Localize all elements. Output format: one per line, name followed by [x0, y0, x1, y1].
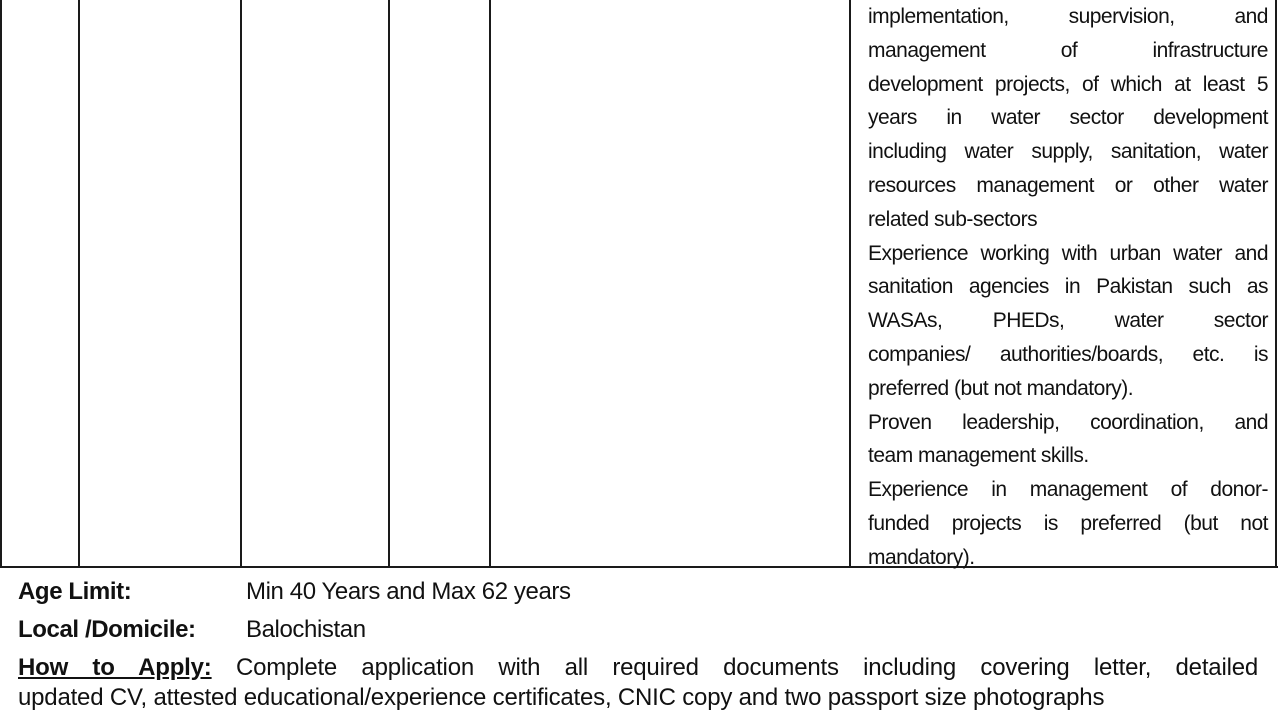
table-column-divider — [489, 0, 491, 566]
requirement-line: Experience working with urban water and — [868, 241, 1268, 265]
age-limit-label: Age Limit: — [18, 578, 132, 605]
how-to-apply-label: How to Apply: — [18, 654, 212, 681]
table-column-divider — [849, 0, 851, 566]
how-to-apply-row-continued — [18, 683, 1258, 713]
domicile-row — [18, 615, 366, 645]
requirement-line: including water supply, sanitation, water — [868, 140, 1268, 164]
requirements-cell — [868, 0, 1268, 575]
table-column-divider — [78, 0, 80, 566]
requirement-line: companies/ authorities/boards, etc. is — [868, 342, 1268, 366]
requirement-line: funded projects is preferred (but not — [868, 511, 1268, 535]
requirement-line: management of infrastructure — [868, 38, 1268, 62]
requirement-line: implementation, supervision, and — [868, 5, 1268, 28]
requirement-line: Proven leadership, coordination, and — [868, 410, 1268, 434]
requirement-line: related sub-sectors — [868, 207, 1038, 231]
requirement-line: sanitation agencies in Pakistan such as — [868, 275, 1268, 299]
requirement-line: team management skills. — [868, 444, 1089, 468]
age-limit-row — [18, 577, 571, 607]
requirements-paragraph — [868, 237, 1268, 406]
table-column-divider — [240, 0, 242, 566]
table-column-divider — [388, 0, 390, 566]
requirement-line: preferred (but not mandatory). — [868, 376, 1134, 400]
requirements-paragraph — [868, 0, 1268, 237]
requirements-paragraph — [868, 473, 1268, 574]
table-border-right — [1275, 0, 1277, 566]
requirement-line: Experience in management of donor- — [868, 478, 1268, 502]
requirement-line: resources management or other water — [868, 173, 1268, 197]
requirement-line: mandatory). — [868, 545, 975, 569]
requirements-paragraph — [868, 406, 1268, 474]
requirement-line: development projects, of which at least 5 — [868, 72, 1268, 96]
domicile-label: Local /Domicile: — [18, 616, 196, 643]
how-to-apply-text-continued: updated CV, attested educational/experience certificates, CNIC copy and two passport size photographs — [18, 684, 1105, 711]
requirement-line: years in water sector development — [868, 106, 1268, 130]
how-to-apply-text: Complete application with all required documents including covering letter, detailed — [211, 654, 1258, 681]
how-to-apply-row — [18, 653, 1258, 683]
domicile-value: Balochistan — [246, 616, 366, 643]
requirement-line: WASAs, PHEDs, water sector — [868, 309, 1268, 333]
table-border-left — [0, 0, 2, 566]
age-limit-value: Min 40 Years and Max 62 years — [246, 578, 571, 605]
